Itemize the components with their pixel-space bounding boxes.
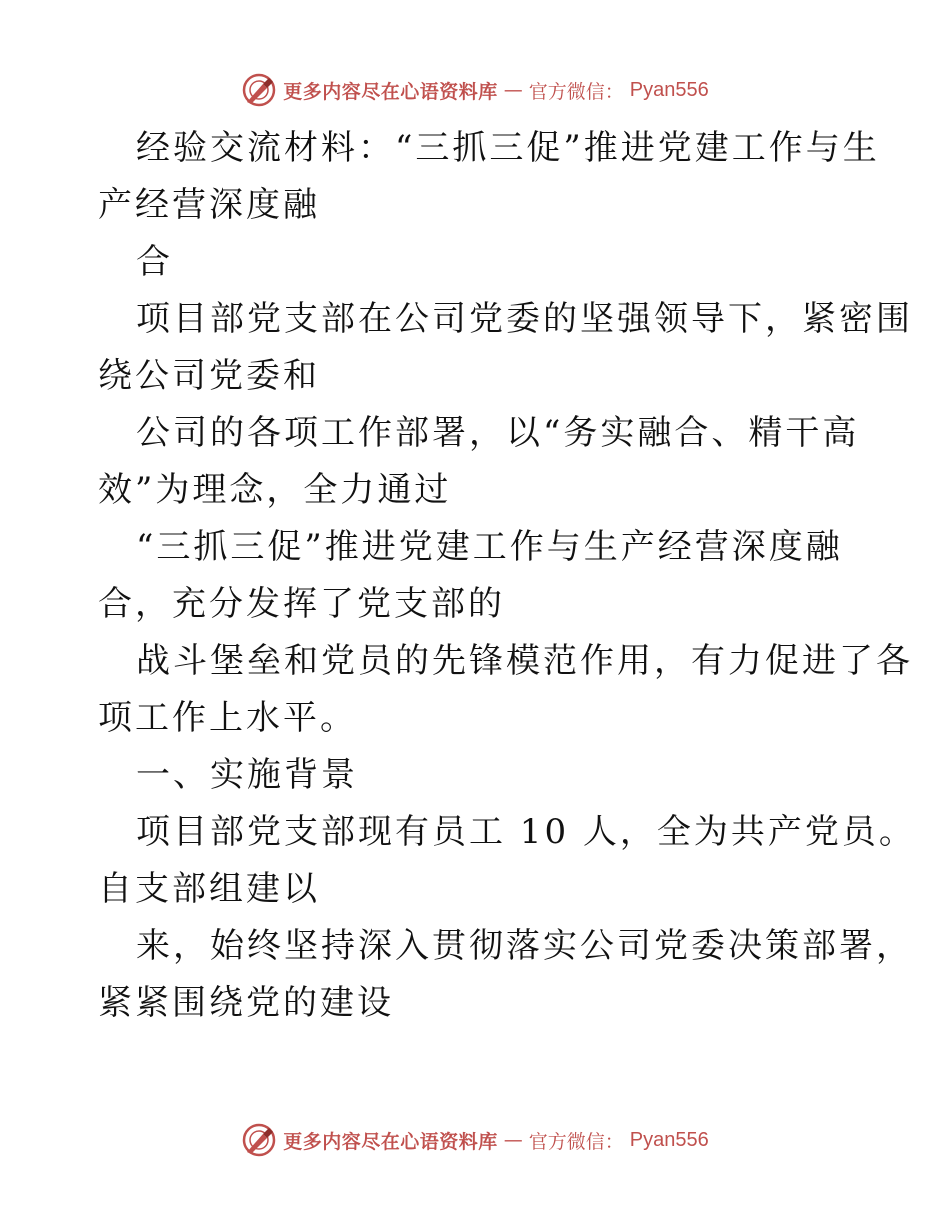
paragraph-line: 公司的各项工作部署，以“务实融合、精干高 [136, 413, 860, 453]
paragraph-line: 项目部党支部现有员工 10 人，全为共产党员。 [136, 812, 916, 852]
footer-watermark [0, 1120, 950, 1160]
paragraph-line: 战斗堡垒和党员的先锋模范作用，有力促进了各 [136, 641, 913, 681]
watermark-main-text: 更多内容尽在心语资料库 [283, 1130, 498, 1153]
watermark-sub-text: 官方微信： [528, 80, 624, 103]
header-watermark [0, 70, 950, 110]
watermark-separator: — [503, 1129, 523, 1151]
paragraph-line: 效”为理念，全力通过 [98, 470, 452, 510]
paragraph-line: 来，始终坚持深入贯彻落实公司党委决策部署， [136, 926, 913, 966]
document-body [98, 120, 916, 1032]
paragraph-line: 绕公司党委和 [98, 356, 320, 396]
watermark-account: Pyan556 [629, 78, 709, 101]
watermark-account: Pyan556 [629, 1128, 709, 1151]
paragraph-line: 项工作上水平。 [98, 698, 357, 738]
paragraph-line: 自支部组建以 [98, 869, 320, 909]
title-line-1: 经验交流材料：“三抓三促”推进党建工作与生 [136, 128, 880, 168]
pen-logo-icon [241, 1122, 277, 1158]
watermark-main-text: 更多内容尽在心语资料库 [283, 80, 498, 103]
paragraph-line: 合，充分发挥了党支部的 [98, 584, 505, 624]
paragraph-line: 紧紧围绕党的建设 [98, 983, 394, 1023]
section-heading: 一、实施背景 [136, 755, 358, 795]
paragraph-line: “三抓三促”推进党建工作与生产经营深度融 [136, 527, 843, 567]
title-line-2: 产经营深度融 [98, 185, 320, 225]
watermark-sub-text: 官方微信： [528, 1130, 624, 1153]
paragraph-line: 项目部党支部在公司党委的坚强领导下，紧密围 [136, 299, 913, 339]
title-line-3: 合 [136, 242, 173, 282]
pen-logo-icon [241, 72, 277, 108]
watermark-separator: — [503, 79, 523, 101]
